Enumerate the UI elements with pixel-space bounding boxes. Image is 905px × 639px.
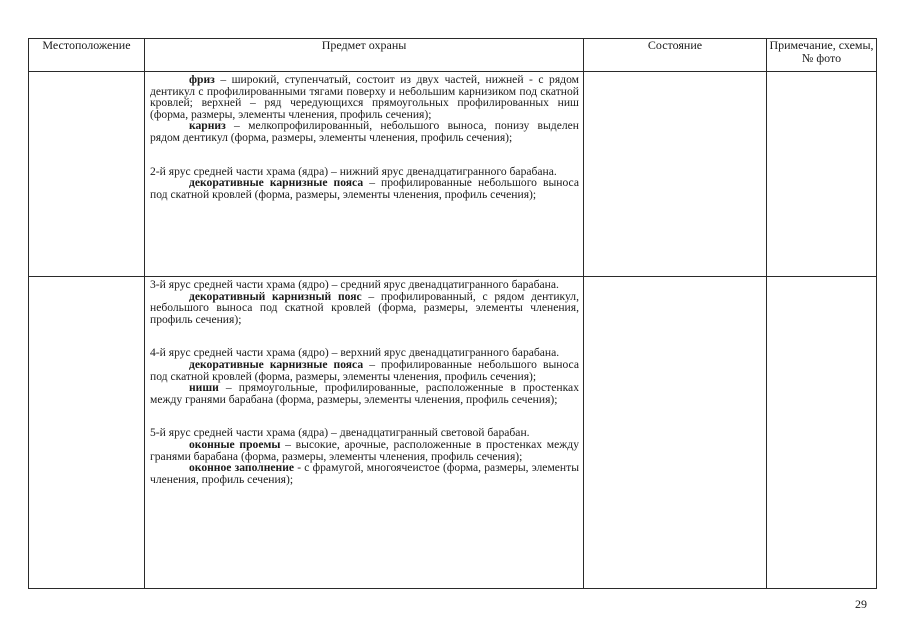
paragraph: 2-й ярус средней части храма (ядра) – нижний ярус двенадцатигранного барабана.	[150, 164, 557, 178]
note-cell	[767, 277, 877, 589]
term: карниз	[189, 119, 226, 133]
description: – высокие, арочные, расположенные в простенках между гранями барабана (форма, размеры, элементы членения, профиль сечения);	[150, 437, 579, 463]
table-row	[29, 277, 877, 589]
paragraph: 4-й ярус средней части храма (ядро) – верхний ярус двенадцатигранного барабана.	[150, 346, 560, 360]
paragraph	[150, 177, 579, 200]
term: декоративные карнизные пояса	[189, 357, 364, 371]
table-header-row	[29, 39, 877, 72]
description: – профилированный, с рядом дентикул, небольшого выноса под скатной кровлей (форма, размеры, элементы членения, профиль сечения);	[150, 289, 579, 326]
condition-cell	[584, 277, 767, 589]
term: ниши	[189, 381, 219, 395]
location-cell	[29, 277, 145, 589]
header-note: Примечание, схемы, № фото	[767, 39, 877, 72]
paragraph	[150, 291, 579, 326]
description: – прямоугольные, профилированные, расположенные в простенках между гранями барабана (форма, размеры, элементы членения, профиль сечения);	[150, 381, 579, 406]
paragraph	[150, 359, 579, 382]
paragraph: 5-й ярус средней части храма (ядра) – двенадцатигранный световой барабан.	[150, 426, 530, 440]
term: фриз	[189, 73, 215, 86]
term: оконное заполнение	[189, 461, 295, 475]
paragraph	[150, 439, 579, 462]
paragraph	[150, 74, 579, 120]
description: – профилированные небольшого выноса под скатной кровлей (форма, размеры, элементы членения, профиль сечения);	[150, 176, 579, 201]
paragraph	[150, 120, 579, 143]
table-row	[29, 72, 877, 277]
subject-cell	[145, 277, 584, 589]
header-condition: Состояние	[584, 39, 767, 72]
condition-cell	[584, 72, 767, 277]
term: оконные проемы	[189, 437, 281, 451]
term: декоративные карнизные пояса	[189, 176, 364, 190]
description: – широкий, ступенчатый, состоит из двух частей, нижней - с рядом дентикул с профилированными тягами поверху и небольшим карнизиком под скатной кровлей; верхней – ряд чередующихся прямоугольных профилированных ниш (форма, размеры, элементы членения, профиль сечения);	[150, 73, 579, 121]
location-cell	[29, 72, 145, 277]
header-subject: Предмет охраны	[145, 39, 584, 72]
term: декоративный карнизный пояс	[189, 289, 362, 303]
page-number: 29	[855, 597, 867, 611]
description: – профилированные небольшого выноса под скатной кровлей (форма, размеры, элементы членения, профиль сечения);	[150, 357, 579, 383]
paragraph: 3-й ярус средней части храма (ядро) – средний ярус двенадцатигранного барабана.	[150, 278, 559, 291]
protection-table	[28, 38, 877, 589]
description: - с фрамугой, многоячеистое (форма, размеры, элементы членения, профиль сечения);	[150, 461, 579, 486]
paragraph	[150, 382, 579, 405]
description: – мелкопрофилированный, небольшого выноса, понизу выделен рядом дентикул (форма, размеры, элементы членения, профиль сечения);	[150, 119, 579, 144]
header-location: Местоположение	[29, 39, 145, 72]
paragraph	[150, 462, 579, 485]
subject-cell	[145, 72, 584, 277]
note-cell	[767, 72, 877, 277]
